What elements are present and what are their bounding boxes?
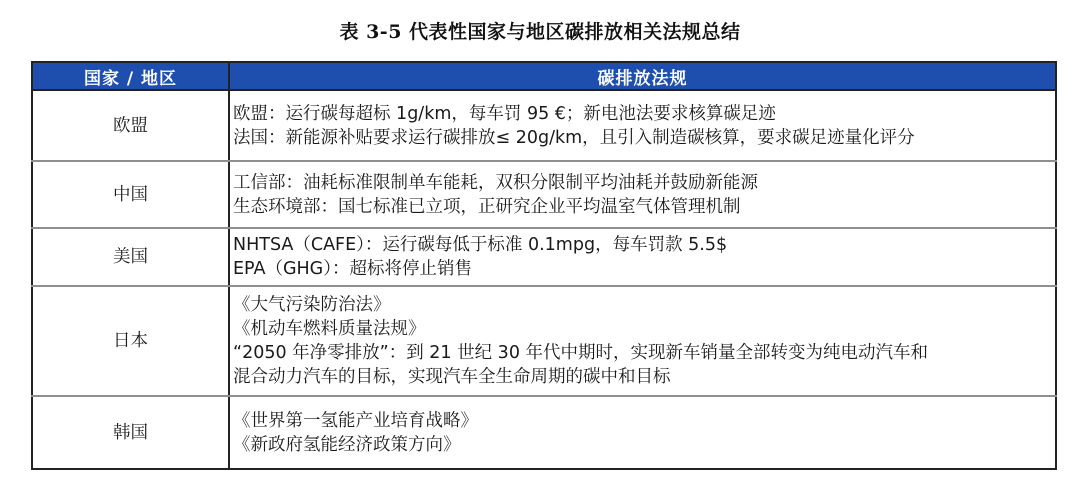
- laws-cell: [229, 286, 1056, 396]
- laws-cell: [229, 396, 1056, 469]
- table-caption: 表 3-5 代表性国家与地区碳排放相关法规总结: [339, 21, 741, 43]
- law-line: 工信部：油耗标准限制单车能耗，双积分限制平均油耗并鼓励新能源: [233, 172, 758, 193]
- table-row: [32, 286, 1056, 396]
- header-regulations: 碳排放法规: [229, 62, 1056, 90]
- law-line: 混合动力汽车的目标，实现汽车全生命周期的碳中和目标: [233, 367, 671, 387]
- table-row: [32, 161, 1056, 228]
- laws-cell: [229, 161, 1056, 228]
- law-line: 《机动车燃料质量法规》: [233, 319, 426, 339]
- law-line: 《新政府氢能经济政策方向》: [233, 434, 461, 455]
- law-line: “2050 年净零排放”：到 21 世纪 30 年代中期时，实现新车销量全部转变为纯电动汽车和: [233, 343, 929, 363]
- laws-cell: [229, 228, 1056, 286]
- header-region: 国家 / 地区: [32, 62, 229, 90]
- table-row: [32, 90, 1056, 161]
- table-header-row: [32, 62, 1056, 90]
- region-cell: 美国: [32, 228, 229, 286]
- law-line: 《大气污染防治法》: [233, 295, 391, 315]
- law-line: 欧盟：运行碳每超标 1g/km，每车罚 95 €；新电池法要求核算碳足迹: [233, 103, 776, 124]
- law-line: NHTSA（CAFE）：运行碳每低于标准 0.1mpg，每车罚款 5.5$: [233, 235, 728, 255]
- law-line: 《世界第一氢能产业培育战略》: [233, 410, 478, 431]
- law-line: 法国：新能源补贴要求运行碳排放≤ 20g/km，且引入制造碳核算，要求碳足迹量化评分: [233, 127, 915, 148]
- table-row: [32, 396, 1056, 469]
- region-cell: 中国: [32, 161, 229, 228]
- table-row: [32, 228, 1056, 286]
- region-cell: 日本: [32, 286, 229, 396]
- regulations-table: [31, 61, 1057, 470]
- laws-cell: [229, 90, 1056, 161]
- region-cell: 欧盟: [32, 90, 229, 161]
- law-line: 生态环境部：国七标准已立项，正研究企业平均温室气体管理机制: [233, 196, 741, 217]
- law-line: EPA（GHG）：超标将停止销售: [233, 259, 472, 279]
- region-cell: 韩国: [32, 396, 229, 469]
